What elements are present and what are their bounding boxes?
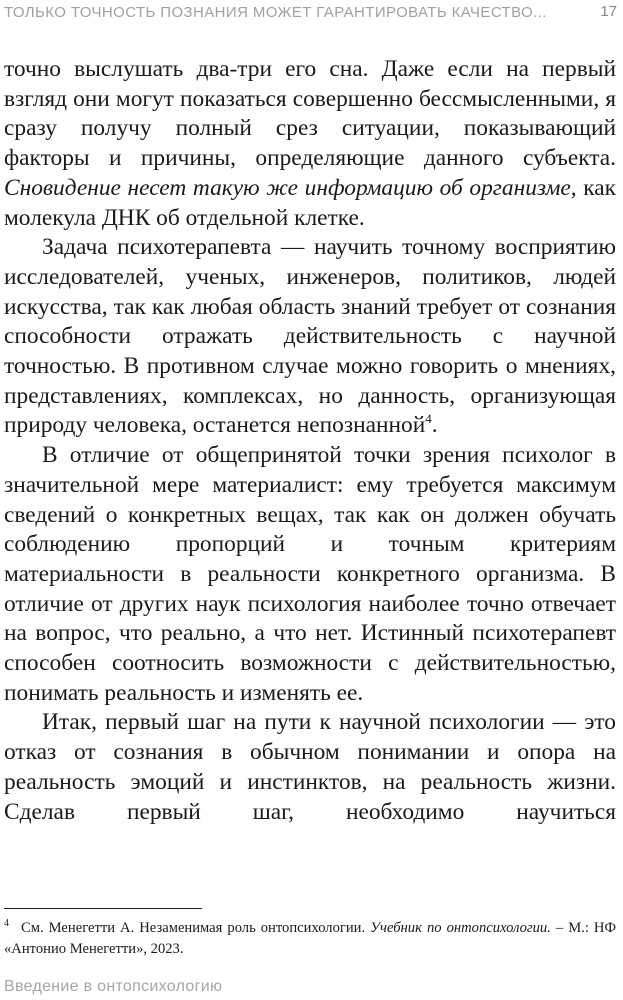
paragraph-1-emphasis: Сновидение несет такую же информацию об организме, bbox=[4, 174, 577, 201]
paragraph-2-text: Задача психотерапевта — научить точному восприятию исследователей, ученых, инженеров, политиков, людей искусства, так как любая область знаний требует от сознания способности отражать действительность с научной точностью. В противном случае можно говорить о мнениях, представлениях, комплексах, но данность, организующая природу человека, останется непознанной bbox=[4, 234, 616, 439]
footnote-reference[interactable]: 4 bbox=[425, 411, 432, 427]
paragraph-4 bbox=[4, 708, 616, 827]
footnote-text: См. Менегетти А. Незаменимая роль онтопсихологии. bbox=[21, 920, 371, 936]
paragraph-3 bbox=[4, 441, 616, 708]
running-head: ТОЛЬКО ТОЧНОСТЬ ПОЗНАНИЯ МОЖЕТ ГАРАНТИРОВАТЬ КАЧЕСТВО... bbox=[4, 4, 547, 21]
paragraph-2-text-end: . bbox=[431, 412, 438, 439]
running-foot: Введение в онтопсихологию bbox=[4, 978, 223, 995]
footnote-text-end: – М.: НФ «Антонио Менегетти», 2023. bbox=[4, 920, 616, 957]
paragraph-3-text: В отличие от общепринятой точки зрения психолог в значительной мере материалист: ему требуется максимум сведений о конкретных вещах, так как он должен обучать соблюдению пропорций и точным критериям материальности в реальности конкретного организма. В отличие от других наук психология наиболее точно отвечает на вопрос, что реально, а что нет. Истинный психотерапевт способен соотносить возможности с действительностью, понимать реальность и изменять ее. bbox=[4, 442, 616, 706]
paragraph-1-text: точно выслушать два-три его сна. Даже если на первый взгляд они могут показаться совершенно бессмысленными, я сразу получу полный срез ситуации, показывающий факторы и причины, определяющие данного субъекта. bbox=[4, 56, 616, 172]
footnote-divider bbox=[4, 908, 202, 909]
paragraph-2 bbox=[4, 233, 616, 441]
footnote-emphasis: Учебник по онтопсихологии. bbox=[370, 920, 551, 936]
paragraph-4-text: Итак, первый шаг на пути к научной психологии — это отказ от сознания в обычном понимании и опора на реальность эмоций и инстинктов, на реальность жизни. Сделав первый шаг, необходимо научиться bbox=[4, 709, 616, 825]
footnote-number: 4 bbox=[4, 918, 9, 930]
body-text bbox=[4, 55, 616, 827]
footnote bbox=[4, 918, 616, 960]
paragraph-1-text-end: как молекула ДНК об отдельной клетке. bbox=[4, 174, 616, 231]
paragraph-1 bbox=[4, 55, 616, 233]
page-number: 17 bbox=[600, 3, 617, 20]
